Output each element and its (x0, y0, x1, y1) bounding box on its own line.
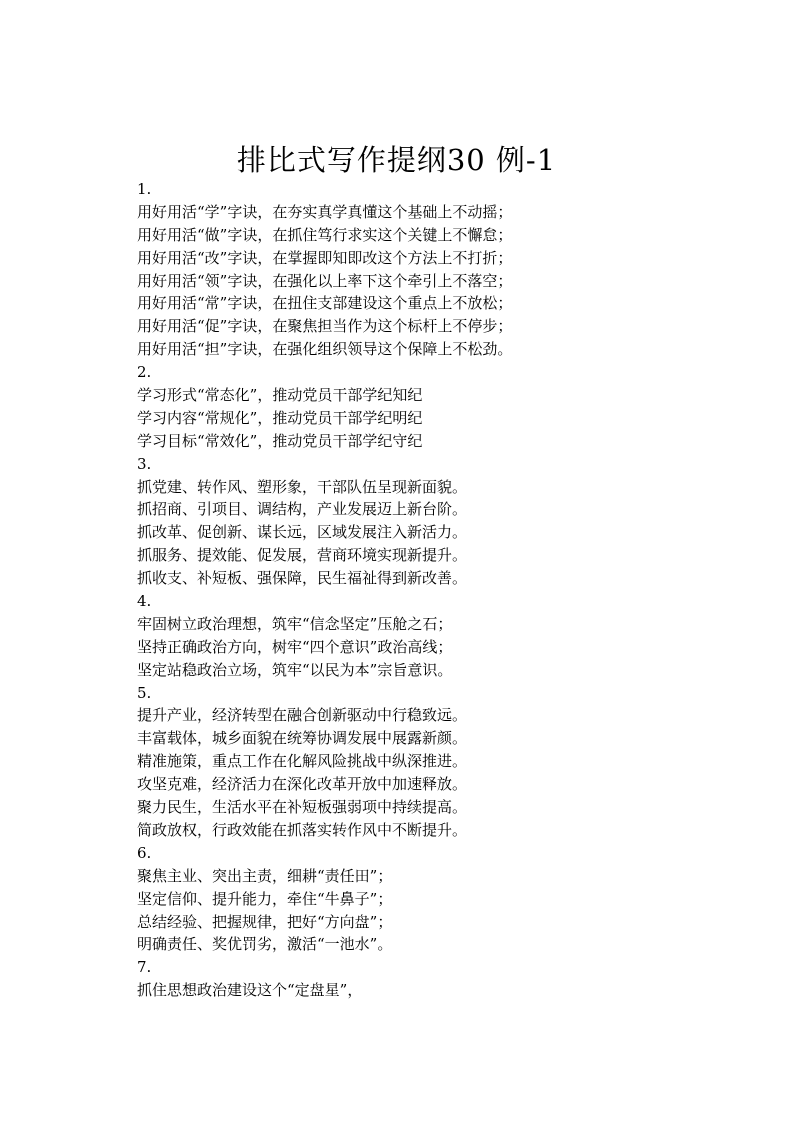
text-line: 学习内容“常规化”，推动党员干部学纪明纪 (137, 408, 423, 427)
text-line: 抓收支、补短板、强保障，民生福祉得到新改善。 (137, 569, 468, 588)
text-line: 牢固树立政治理想，筑牢“信念坚定”压舱之石； (137, 614, 453, 633)
text-line: 聚力民生，生活水平在补短板强弱项中持续提高。 (137, 798, 468, 817)
text-line: 丰富载体，城乡面貌在统筹协调发展中展露新颜。 (137, 729, 468, 748)
text-line: 学习目标“常效化”，推动党员干部学纪守纪 (137, 431, 423, 450)
text-line: 抓服务、提效能、促发展，营商环境实现新提升。 (137, 546, 468, 565)
text-line: 攻坚克难，经济活力在深化改革开放中加速释放。 (137, 775, 468, 794)
text-line: 3. (137, 454, 152, 473)
text-line: 抓改革、促创新、谋长远，区域发展注入新活力。 (137, 523, 468, 542)
text-line: 抓党建、转作风、塑形象，干部队伍呈现新面貌。 (137, 477, 468, 496)
text-line: 用好用活“做”字诀，在抓住笃行求实这个关键上不懈怠； (137, 225, 513, 244)
text-line: 1. (137, 180, 152, 198)
text-line: 聚焦主业、突出主责，细耕“责任田”； (137, 866, 393, 885)
text-line: 学习形式“常态化”，推动党员干部学纪知纪 (137, 386, 423, 405)
text-line: 用好用活“领”字诀，在强化以上率下这个牵引上不落空； (137, 271, 513, 290)
text-line: 总结经验、把握规律，把好“方向盘”； (137, 912, 393, 931)
text-line: 坚定信仰、提升能力，牵住“牛鼻子”； (137, 889, 393, 908)
text-line: 简政放权，行政效能在抓落实转作风中不断提升。 (137, 820, 468, 839)
text-line: 用好用活“担”字诀，在强化组织领导这个保障上不松劲。 (137, 340, 513, 359)
text-line: 提升产业，经济转型在融合创新驱动中行稳致远。 (137, 706, 468, 725)
text-line: 坚定站稳政治立场，筑牢“以民为本”宗旨意识。 (137, 660, 453, 679)
text-line: 用好用活“改”字诀，在掌握即知即改这个方法上不打折； (137, 248, 513, 267)
text-line: 4. (137, 592, 152, 611)
document-body (137, 178, 777, 1002)
text-line: 用好用活“常”字诀，在扭住支部建设这个重点上不放松； (137, 294, 513, 313)
text-line: 用好用活“促”字诀，在聚焦担当作为这个标杆上不停步； (137, 317, 513, 336)
text-line: 7. (137, 958, 152, 977)
text-line: 明确责任、奖优罚劣，激活“一池水”。 (137, 935, 393, 954)
text-line: 精准施策，重点工作在化解风险挑战中纵深推进。 (137, 752, 468, 771)
text-line: 5. (137, 683, 152, 702)
text-line: 抓住思想政治建设这个“定盘星”， (137, 981, 363, 1000)
text-line: 6. (137, 843, 152, 862)
text-line: 抓招商、引项目、调结构，产业发展迈上新台阶。 (137, 500, 468, 519)
text-line: 坚持正确政治方向，树牢“四个意识”政治高线； (137, 637, 453, 656)
text-line: 用好用活“学”字诀，在夯实真学真懂这个基础上不动摇； (137, 202, 513, 221)
document-title: 排比式写作提纲30 例-1 (236, 143, 557, 177)
text-line: 2. (137, 363, 152, 382)
